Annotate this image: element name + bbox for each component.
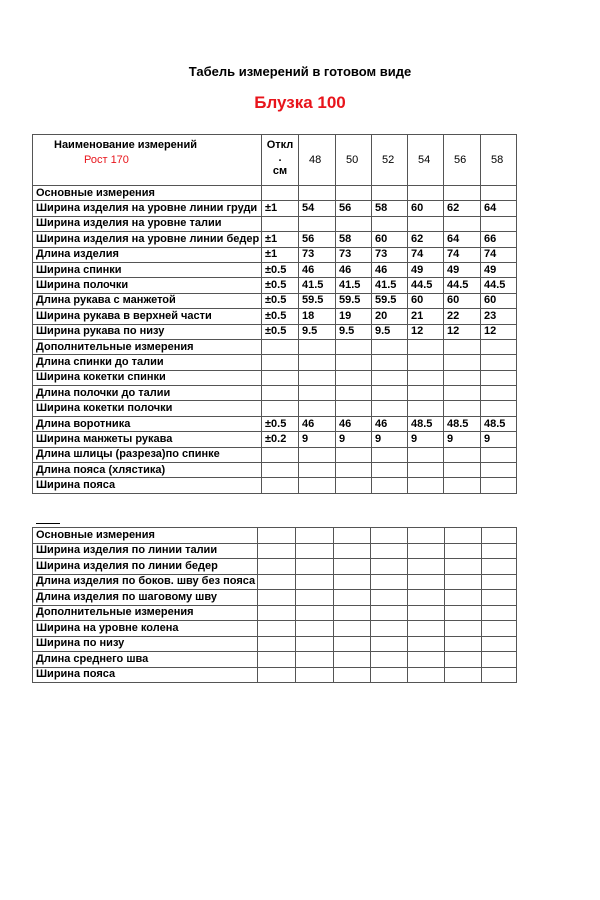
tolerance-cell: ±0.5 xyxy=(262,416,299,431)
size-value-cell xyxy=(408,636,445,652)
size-value-cell: 49 xyxy=(481,262,517,277)
tolerance-cell: ±0.5 xyxy=(262,262,299,277)
size-value-cell xyxy=(372,478,408,493)
size-value-cell: 48.5 xyxy=(481,416,517,431)
measurement-name-cell: Ширина пояса xyxy=(33,478,262,493)
size-value-cell xyxy=(481,355,517,370)
table-row xyxy=(33,232,517,247)
size-value-cell xyxy=(482,621,517,637)
size-value-cell: 20 xyxy=(372,309,408,324)
size-value-cell: 64 xyxy=(481,201,517,216)
table-row xyxy=(33,339,517,354)
size-value-cell: 9 xyxy=(299,432,336,447)
header-tolerance-line: . xyxy=(278,152,282,164)
size-value-cell xyxy=(444,355,481,370)
size-value-cell xyxy=(408,447,444,462)
size-value-cell xyxy=(334,528,371,544)
size-value-cell: 44.5 xyxy=(481,278,517,293)
size-value-cell xyxy=(482,605,517,621)
table-row xyxy=(33,432,517,447)
table-row xyxy=(33,247,517,262)
size-value-cell xyxy=(296,574,334,590)
size-value-cell: 21 xyxy=(408,309,444,324)
measurement-name-cell: Длина изделия xyxy=(33,247,262,262)
size-value-cell: 74 xyxy=(408,247,444,262)
size-value-cell xyxy=(336,186,372,201)
extra-measurements-table xyxy=(32,527,517,683)
size-value-cell xyxy=(371,528,408,544)
measurement-name-cell: Длина шлицы (разреза)по спинке xyxy=(33,447,262,462)
size-value-cell: 74 xyxy=(481,247,517,262)
size-value-cell xyxy=(408,370,444,385)
size-value-cell xyxy=(408,339,444,354)
size-value-cell xyxy=(336,447,372,462)
table-row xyxy=(33,559,517,575)
size-value-cell: 62 xyxy=(408,232,444,247)
size-value-cell xyxy=(445,605,482,621)
measurement-name-cell: Длина рукава с манжетой xyxy=(33,293,262,308)
tolerance-cell: ±0.2 xyxy=(262,432,299,447)
size-value-cell: 54 xyxy=(299,201,336,216)
size-value-cell: 9.5 xyxy=(336,324,372,339)
size-value-cell: 46 xyxy=(299,262,336,277)
measurement-name-cell: Длина воротника xyxy=(33,416,262,431)
size-value-cell: 73 xyxy=(299,247,336,262)
size-value-cell xyxy=(334,574,371,590)
header-tolerance-line: Откл xyxy=(266,139,294,151)
tolerance-cell xyxy=(262,401,299,416)
measurement-name-cell: Ширина изделия на уровне линии груди xyxy=(33,201,262,216)
size-value-cell xyxy=(336,401,372,416)
size-value-cell xyxy=(408,559,445,575)
size-value-cell xyxy=(408,186,444,201)
size-value-cell xyxy=(481,386,517,401)
measurement-name-cell: Ширина изделия по линии бедер xyxy=(33,559,258,575)
table-row xyxy=(33,386,517,401)
tolerance-cell xyxy=(258,636,296,652)
size-value-cell xyxy=(334,652,371,668)
measurement-name-cell: Длина полочки до талии xyxy=(33,386,262,401)
measurement-name-cell: Дополнительные измерения xyxy=(33,339,262,354)
size-value-cell xyxy=(481,447,517,462)
product-title: Блузка 100 xyxy=(254,93,346,112)
size-value-cell xyxy=(334,621,371,637)
size-value-cell xyxy=(296,621,334,637)
measurement-name-cell: Ширина на уровне колена xyxy=(33,621,258,637)
size-value-cell: 9 xyxy=(336,432,372,447)
size-value-cell xyxy=(372,355,408,370)
size-value-cell: 49 xyxy=(408,262,444,277)
size-value-cell xyxy=(444,447,481,462)
size-value-cell xyxy=(408,621,445,637)
size-value-cell xyxy=(334,559,371,575)
size-value-cell xyxy=(299,401,336,416)
table-row xyxy=(33,447,517,462)
size-value-cell xyxy=(445,559,482,575)
table-row xyxy=(33,201,517,216)
size-value-cell xyxy=(482,590,517,606)
tolerance-cell xyxy=(262,355,299,370)
header-size-cell: 48 xyxy=(299,135,336,186)
size-value-cell: 46 xyxy=(372,262,408,277)
table-row xyxy=(33,416,517,431)
tolerance-cell xyxy=(262,463,299,478)
size-value-cell xyxy=(481,478,517,493)
tolerance-cell: ±1 xyxy=(262,201,299,216)
size-value-cell xyxy=(336,463,372,478)
table-row xyxy=(33,605,517,621)
tolerance-cell: ±0.5 xyxy=(262,293,299,308)
size-value-cell xyxy=(371,636,408,652)
size-value-cell xyxy=(371,621,408,637)
size-value-cell: 74 xyxy=(444,247,481,262)
size-value-cell xyxy=(408,216,444,231)
size-value-cell xyxy=(408,652,445,668)
size-value-cell xyxy=(372,401,408,416)
table-row xyxy=(33,309,517,324)
table-row xyxy=(33,278,517,293)
size-value-cell: 9 xyxy=(372,432,408,447)
size-value-cell xyxy=(336,339,372,354)
size-value-cell: 12 xyxy=(408,324,444,339)
size-value-cell xyxy=(299,386,336,401)
table-header-row xyxy=(33,135,517,186)
tolerance-cell xyxy=(258,559,296,575)
header-tolerance-cell xyxy=(262,135,299,186)
size-value-cell xyxy=(481,463,517,478)
measurement-name-cell: Основные измерения xyxy=(33,528,258,544)
size-value-cell xyxy=(445,528,482,544)
header-height-label: Рост 170 xyxy=(84,154,129,166)
size-value-cell xyxy=(482,528,517,544)
size-value-cell xyxy=(296,652,334,668)
size-value-cell xyxy=(334,590,371,606)
size-value-cell: 59.5 xyxy=(336,293,372,308)
size-value-cell: 48.5 xyxy=(444,416,481,431)
table-row xyxy=(33,463,517,478)
size-value-cell: 60 xyxy=(372,232,408,247)
size-value-cell xyxy=(371,605,408,621)
tolerance-cell: ±1 xyxy=(262,232,299,247)
size-value-cell xyxy=(482,559,517,575)
measurement-name-cell: Основные измерения xyxy=(33,186,262,201)
table-row xyxy=(33,324,517,339)
size-value-cell: 46 xyxy=(299,416,336,431)
tolerance-cell: ±0.5 xyxy=(262,309,299,324)
size-value-cell: 46 xyxy=(336,262,372,277)
size-value-cell xyxy=(482,543,517,559)
tolerance-cell xyxy=(258,621,296,637)
size-value-cell xyxy=(444,216,481,231)
size-value-cell: 60 xyxy=(444,293,481,308)
tolerance-cell: ±0.5 xyxy=(262,324,299,339)
tolerance-cell xyxy=(258,528,296,544)
size-value-cell xyxy=(372,463,408,478)
size-value-cell: 23 xyxy=(481,309,517,324)
tolerance-cell xyxy=(262,447,299,462)
size-value-cell xyxy=(299,463,336,478)
size-value-cell xyxy=(481,401,517,416)
tolerance-cell xyxy=(262,216,299,231)
table-row xyxy=(33,293,517,308)
measurement-name-cell: Длина спинки до талии xyxy=(33,355,262,370)
size-value-cell xyxy=(444,401,481,416)
size-value-cell xyxy=(296,543,334,559)
size-value-cell xyxy=(299,370,336,385)
size-value-cell xyxy=(299,339,336,354)
size-value-cell xyxy=(372,447,408,462)
size-value-cell xyxy=(482,636,517,652)
size-value-cell xyxy=(408,590,445,606)
size-value-cell: 41.5 xyxy=(336,278,372,293)
size-value-cell xyxy=(336,216,372,231)
table-row xyxy=(33,186,517,201)
size-value-cell: 58 xyxy=(336,232,372,247)
measurement-name-cell: Длина среднего шва xyxy=(33,652,258,668)
size-value-cell xyxy=(482,667,517,683)
size-value-cell: 60 xyxy=(408,201,444,216)
table-row xyxy=(33,621,517,637)
tolerance-cell xyxy=(258,543,296,559)
size-value-cell xyxy=(445,636,482,652)
size-value-cell xyxy=(445,543,482,559)
size-value-cell xyxy=(299,186,336,201)
document-title: Табель измерений в готовом виде xyxy=(188,64,412,79)
size-value-cell: 56 xyxy=(299,232,336,247)
tolerance-cell xyxy=(262,370,299,385)
size-value-cell xyxy=(444,463,481,478)
size-value-cell: 9 xyxy=(444,432,481,447)
size-value-cell xyxy=(445,652,482,668)
size-value-cell xyxy=(408,463,444,478)
size-value-cell xyxy=(408,355,444,370)
size-value-cell: 9 xyxy=(481,432,517,447)
size-value-cell: 66 xyxy=(481,232,517,247)
size-value-cell xyxy=(371,559,408,575)
size-value-cell: 60 xyxy=(481,293,517,308)
size-value-cell: 58 xyxy=(372,201,408,216)
size-value-cell: 12 xyxy=(481,324,517,339)
size-value-cell xyxy=(445,621,482,637)
tolerance-cell: ±0.5 xyxy=(262,278,299,293)
tolerance-cell: ±1 xyxy=(262,247,299,262)
size-value-cell xyxy=(482,652,517,668)
size-value-cell xyxy=(334,667,371,683)
size-value-cell xyxy=(296,528,334,544)
size-value-cell xyxy=(371,543,408,559)
size-value-cell xyxy=(336,355,372,370)
measurement-name-cell: Ширина по низу xyxy=(33,636,258,652)
size-value-cell xyxy=(445,574,482,590)
table-row xyxy=(33,543,517,559)
size-value-cell: 73 xyxy=(372,247,408,262)
tolerance-cell xyxy=(258,605,296,621)
tolerance-cell xyxy=(258,590,296,606)
header-size-cell: 58 xyxy=(481,135,517,186)
size-value-cell: 46 xyxy=(336,416,372,431)
measurements-table xyxy=(32,134,517,494)
size-value-cell xyxy=(299,478,336,493)
tolerance-cell xyxy=(258,667,296,683)
size-value-cell: 56 xyxy=(336,201,372,216)
size-value-cell xyxy=(299,447,336,462)
size-value-cell xyxy=(372,370,408,385)
header-size-cell: 50 xyxy=(336,135,372,186)
size-value-cell xyxy=(408,605,445,621)
table-row xyxy=(33,355,517,370)
size-value-cell xyxy=(481,339,517,354)
size-value-cell xyxy=(371,652,408,668)
size-value-cell: 59.5 xyxy=(299,293,336,308)
size-value-cell: 46 xyxy=(372,416,408,431)
table-row xyxy=(33,262,517,277)
size-value-cell xyxy=(299,216,336,231)
size-value-cell xyxy=(371,574,408,590)
size-value-cell xyxy=(334,543,371,559)
measurement-name-cell: Длина изделия по боков. шву без пояса xyxy=(33,574,258,590)
tolerance-cell xyxy=(262,339,299,354)
header-tolerance-line: см xyxy=(272,165,288,177)
size-value-cell xyxy=(444,370,481,385)
size-value-cell xyxy=(336,370,372,385)
measurement-name-cell: Дополнительные измерения xyxy=(33,605,258,621)
size-value-cell: 9.5 xyxy=(299,324,336,339)
measurement-name-cell: Ширина пояса xyxy=(33,667,258,683)
size-value-cell xyxy=(372,186,408,201)
measurement-name-cell: Длина изделия по шаговому шву xyxy=(33,590,258,606)
measurement-name-cell: Ширина изделия на уровне талии xyxy=(33,216,262,231)
size-value-cell xyxy=(408,543,445,559)
table-row xyxy=(33,401,517,416)
table-row xyxy=(33,478,517,493)
size-value-cell: 22 xyxy=(444,309,481,324)
size-value-cell: 48.5 xyxy=(408,416,444,431)
size-value-cell xyxy=(444,339,481,354)
size-value-cell xyxy=(299,355,336,370)
header-size-cell: 54 xyxy=(408,135,444,186)
size-value-cell xyxy=(296,636,334,652)
table-row xyxy=(33,528,517,544)
size-value-cell xyxy=(408,667,445,683)
size-value-cell xyxy=(445,667,482,683)
size-value-cell xyxy=(371,590,408,606)
measurement-name-cell: Ширина кокетки спинки xyxy=(33,370,262,385)
size-value-cell: 62 xyxy=(444,201,481,216)
size-value-cell: 18 xyxy=(299,309,336,324)
size-value-cell xyxy=(444,386,481,401)
size-value-cell xyxy=(408,386,444,401)
measurement-name-cell: Длина пояса (хлястика) xyxy=(33,463,262,478)
size-value-cell xyxy=(334,605,371,621)
measurement-name-cell: Ширина рукава по низу xyxy=(33,324,262,339)
table-row xyxy=(33,590,517,606)
measurement-name-cell: Ширина рукава в верхней части xyxy=(33,309,262,324)
size-value-cell xyxy=(408,574,445,590)
size-value-cell xyxy=(336,478,372,493)
measurement-name-cell: Ширина полочки xyxy=(33,278,262,293)
measurement-name-cell: Ширина спинки xyxy=(33,262,262,277)
size-value-cell: 44.5 xyxy=(408,278,444,293)
size-value-cell xyxy=(296,590,334,606)
section-separator-line xyxy=(36,523,60,524)
size-value-cell: 64 xyxy=(444,232,481,247)
size-value-cell: 49 xyxy=(444,262,481,277)
size-value-cell: 9 xyxy=(408,432,444,447)
size-value-cell: 60 xyxy=(408,293,444,308)
size-value-cell xyxy=(372,386,408,401)
size-value-cell xyxy=(408,478,444,493)
size-value-cell: 44.5 xyxy=(444,278,481,293)
size-value-cell xyxy=(481,370,517,385)
size-value-cell: 73 xyxy=(336,247,372,262)
size-value-cell xyxy=(408,528,445,544)
size-value-cell: 59.5 xyxy=(372,293,408,308)
size-value-cell xyxy=(372,216,408,231)
table-row xyxy=(33,636,517,652)
measurement-name-cell: Ширина манжеты рукава xyxy=(33,432,262,447)
tolerance-cell xyxy=(262,186,299,201)
size-value-cell: 41.5 xyxy=(299,278,336,293)
size-value-cell xyxy=(445,590,482,606)
size-value-cell xyxy=(482,574,517,590)
size-value-cell: 12 xyxy=(444,324,481,339)
size-value-cell xyxy=(372,339,408,354)
size-value-cell xyxy=(296,559,334,575)
size-value-cell xyxy=(481,216,517,231)
size-value-cell: 41.5 xyxy=(372,278,408,293)
measurement-name-cell: Ширина изделия на уровне линии бедер xyxy=(33,232,262,247)
table-row xyxy=(33,216,517,231)
size-value-cell xyxy=(481,186,517,201)
tolerance-cell xyxy=(262,386,299,401)
size-value-cell xyxy=(408,401,444,416)
measurement-name-cell: Ширина кокетки полочки xyxy=(33,401,262,416)
size-value-cell xyxy=(444,478,481,493)
size-value-cell xyxy=(336,386,372,401)
measurement-name-cell: Ширина изделия по линии талии xyxy=(33,543,258,559)
tolerance-cell xyxy=(262,478,299,493)
table-row xyxy=(33,652,517,668)
table-row xyxy=(33,574,517,590)
size-value-cell: 9.5 xyxy=(372,324,408,339)
header-size-cell: 56 xyxy=(444,135,481,186)
size-value-cell xyxy=(296,667,334,683)
header-size-cell: 52 xyxy=(372,135,408,186)
size-value-cell xyxy=(296,605,334,621)
size-value-cell: 19 xyxy=(336,309,372,324)
tolerance-cell xyxy=(258,574,296,590)
table-row xyxy=(33,370,517,385)
size-value-cell xyxy=(444,186,481,201)
table-row xyxy=(33,667,517,683)
tolerance-cell xyxy=(258,652,296,668)
header-name-label: Наименование измерений xyxy=(54,139,197,151)
size-value-cell xyxy=(371,667,408,683)
size-value-cell xyxy=(334,636,371,652)
header-name-cell xyxy=(33,135,262,186)
